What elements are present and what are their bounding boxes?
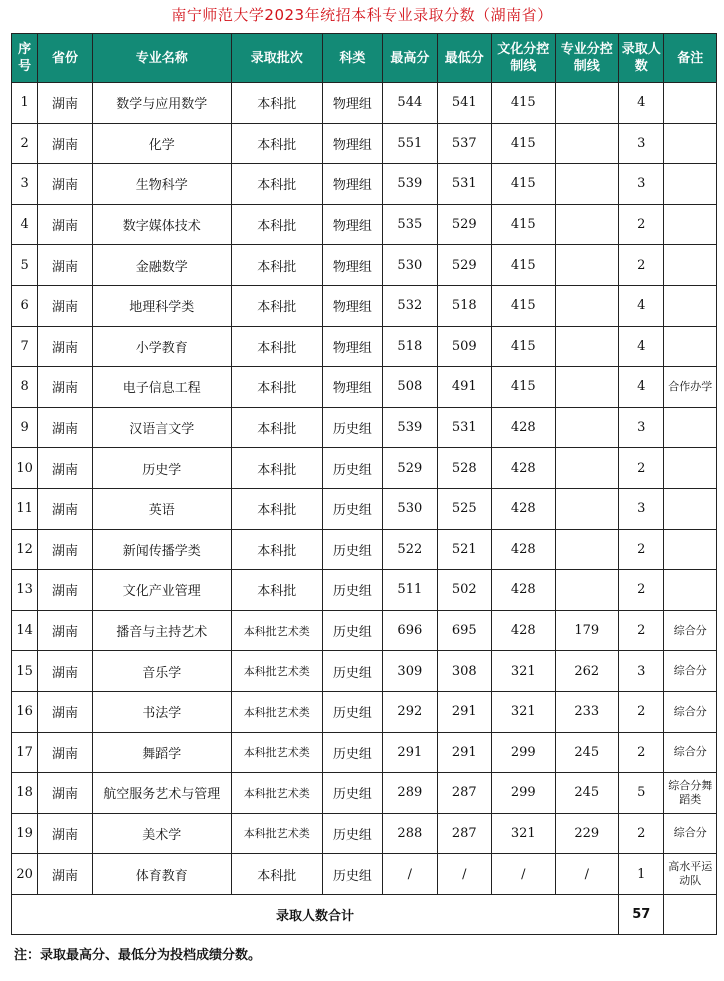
cell-max: 289 <box>383 773 437 814</box>
cell-major-line: 245 <box>555 732 619 773</box>
cell-culture-line: 428 <box>492 610 556 651</box>
cell-category: 历史组 <box>322 651 383 692</box>
cell-culture-line: / <box>492 854 556 895</box>
cell-major-line: / <box>555 854 619 895</box>
cell-batch: 本科批 <box>231 83 322 124</box>
cell-max: 551 <box>383 123 437 164</box>
cell-count: 3 <box>619 488 664 529</box>
cell-max: 539 <box>383 407 437 448</box>
cell-major-line: 262 <box>555 651 619 692</box>
cell-province: 湖南 <box>38 245 92 286</box>
cell-category: 历史组 <box>322 448 383 489</box>
cell-major: 数学与应用数学 <box>92 83 231 124</box>
cell-no: 7 <box>12 326 38 367</box>
cell-culture-line: 428 <box>492 529 556 570</box>
cell-culture-line: 415 <box>492 164 556 205</box>
cell-max: 539 <box>383 164 437 205</box>
cell-max: 529 <box>383 448 437 489</box>
cell-category: 历史组 <box>322 732 383 773</box>
table-row <box>12 610 717 651</box>
cell-min: 541 <box>437 83 491 124</box>
cell-max: / <box>383 854 437 895</box>
table-row <box>12 407 717 448</box>
cell-batch: 本科批 <box>231 488 322 529</box>
cell-major-line <box>555 204 619 245</box>
cell-min: 518 <box>437 285 491 326</box>
cell-count: 3 <box>619 407 664 448</box>
cell-culture-line: 299 <box>492 773 556 814</box>
cell-no: 18 <box>12 773 38 814</box>
cell-major: 书法学 <box>92 691 231 732</box>
cell-no: 9 <box>12 407 38 448</box>
cell-no: 10 <box>12 448 38 489</box>
cell-min: 287 <box>437 813 491 854</box>
cell-category: 物理组 <box>322 245 383 286</box>
cell-note: 综合分 <box>664 651 717 692</box>
cell-min: 291 <box>437 691 491 732</box>
cell-batch: 本科批 <box>231 407 322 448</box>
cell-max: 309 <box>383 651 437 692</box>
header-batch: 录取批次 <box>231 34 322 83</box>
cell-major-line: 179 <box>555 610 619 651</box>
cell-count: 3 <box>619 164 664 205</box>
cell-note <box>664 529 717 570</box>
cell-no: 4 <box>12 204 38 245</box>
cell-major: 航空服务艺术与管理 <box>92 773 231 814</box>
cell-count: 3 <box>619 651 664 692</box>
table-row <box>12 367 717 408</box>
cell-province: 湖南 <box>38 773 92 814</box>
cell-major: 舞蹈学 <box>92 732 231 773</box>
cell-category: 历史组 <box>322 773 383 814</box>
cell-batch: 本科批 <box>231 123 322 164</box>
cell-culture-line: 415 <box>492 326 556 367</box>
header-min: 最低分 <box>437 34 491 83</box>
cell-category: 物理组 <box>322 83 383 124</box>
cell-batch: 本科批艺术类 <box>231 651 322 692</box>
cell-culture-line: 415 <box>492 123 556 164</box>
cell-min: 531 <box>437 407 491 448</box>
cell-major: 金融数学 <box>92 245 231 286</box>
table-row <box>12 488 717 529</box>
cell-count: 4 <box>619 285 664 326</box>
cell-category: 物理组 <box>322 285 383 326</box>
admission-table <box>11 33 717 935</box>
cell-max: 518 <box>383 326 437 367</box>
cell-culture-line: 321 <box>492 691 556 732</box>
cell-no: 5 <box>12 245 38 286</box>
cell-category: 物理组 <box>322 367 383 408</box>
cell-min: 529 <box>437 204 491 245</box>
cell-province: 湖南 <box>38 367 92 408</box>
table-row <box>12 123 717 164</box>
table-row <box>12 773 717 814</box>
cell-culture-line: 428 <box>492 407 556 448</box>
cell-major-line <box>555 326 619 367</box>
cell-major-line: 229 <box>555 813 619 854</box>
cell-note <box>664 285 717 326</box>
cell-no: 19 <box>12 813 38 854</box>
table-row <box>12 204 717 245</box>
cell-major-line <box>555 123 619 164</box>
cell-major-line <box>555 285 619 326</box>
cell-province: 湖南 <box>38 123 92 164</box>
cell-min: 502 <box>437 570 491 611</box>
table-row <box>12 326 717 367</box>
cell-category: 物理组 <box>322 164 383 205</box>
cell-no: 17 <box>12 732 38 773</box>
cell-count: 2 <box>619 570 664 611</box>
table-row <box>12 691 717 732</box>
cell-province: 湖南 <box>38 610 92 651</box>
cell-batch: 本科批 <box>231 285 322 326</box>
cell-batch: 本科批艺术类 <box>231 773 322 814</box>
cell-major-line <box>555 407 619 448</box>
cell-no: 1 <box>12 83 38 124</box>
cell-major: 音乐学 <box>92 651 231 692</box>
cell-batch: 本科批 <box>231 367 322 408</box>
cell-batch: 本科批艺术类 <box>231 610 322 651</box>
cell-max: 535 <box>383 204 437 245</box>
cell-min: / <box>437 854 491 895</box>
cell-note <box>664 83 717 124</box>
table-row <box>12 813 717 854</box>
cell-province: 湖南 <box>38 83 92 124</box>
cell-count: 4 <box>619 83 664 124</box>
header-major: 专业名称 <box>92 34 231 83</box>
cell-count: 1 <box>619 854 664 895</box>
cell-count: 4 <box>619 367 664 408</box>
cell-max: 544 <box>383 83 437 124</box>
header-max: 最高分 <box>383 34 437 83</box>
cell-batch: 本科批 <box>231 854 322 895</box>
cell-province: 湖南 <box>38 204 92 245</box>
header-major-line: 专业分控制线 <box>555 34 619 83</box>
header-count: 录取人数 <box>619 34 664 83</box>
cell-major: 体育教育 <box>92 854 231 895</box>
cell-province: 湖南 <box>38 813 92 854</box>
cell-batch: 本科批艺术类 <box>231 813 322 854</box>
cell-note <box>664 488 717 529</box>
cell-min: 695 <box>437 610 491 651</box>
cell-batch: 本科批 <box>231 164 322 205</box>
cell-min: 291 <box>437 732 491 773</box>
cell-culture-line: 428 <box>492 488 556 529</box>
cell-no: 8 <box>12 367 38 408</box>
cell-culture-line: 415 <box>492 367 556 408</box>
cell-major: 美术学 <box>92 813 231 854</box>
cell-category: 历史组 <box>322 488 383 529</box>
cell-culture-line: 415 <box>492 204 556 245</box>
cell-major: 生物科学 <box>92 164 231 205</box>
cell-min: 537 <box>437 123 491 164</box>
cell-note: 综合分 <box>664 691 717 732</box>
header-category: 科类 <box>322 34 383 83</box>
cell-note <box>664 570 717 611</box>
cell-batch: 本科批 <box>231 245 322 286</box>
cell-culture-line: 299 <box>492 732 556 773</box>
cell-min: 491 <box>437 367 491 408</box>
cell-no: 14 <box>12 610 38 651</box>
cell-note <box>664 123 717 164</box>
header-province: 省份 <box>38 34 92 83</box>
cell-max: 508 <box>383 367 437 408</box>
cell-count: 3 <box>619 123 664 164</box>
cell-province: 湖南 <box>38 164 92 205</box>
table-row <box>12 448 717 489</box>
cell-no: 12 <box>12 529 38 570</box>
page-title: 南宁师范大学2023年统招本科专业录取分数（湖南省） <box>171 6 553 24</box>
cell-major-line <box>555 570 619 611</box>
header-no: 序号 <box>12 34 38 83</box>
cell-province: 湖南 <box>38 570 92 611</box>
cell-major: 历史学 <box>92 448 231 489</box>
cell-province: 湖南 <box>38 326 92 367</box>
cell-note <box>664 245 717 286</box>
cell-batch: 本科批 <box>231 448 322 489</box>
cell-min: 525 <box>437 488 491 529</box>
cell-culture-line: 415 <box>492 245 556 286</box>
table-row <box>12 285 717 326</box>
cell-max: 532 <box>383 285 437 326</box>
cell-province: 湖南 <box>38 732 92 773</box>
table-row <box>12 245 717 286</box>
cell-count: 2 <box>619 529 664 570</box>
cell-culture-line: 428 <box>492 448 556 489</box>
cell-category: 物理组 <box>322 123 383 164</box>
cell-no: 20 <box>12 854 38 895</box>
cell-culture-line: 415 <box>492 285 556 326</box>
cell-culture-line: 415 <box>492 83 556 124</box>
cell-province: 湖南 <box>38 285 92 326</box>
footnote: 注：录取最高分、最低分为投档成绩分数。 <box>14 948 262 963</box>
cell-category: 物理组 <box>322 326 383 367</box>
cell-max: 696 <box>383 610 437 651</box>
cell-no: 15 <box>12 651 38 692</box>
cell-note <box>664 164 717 205</box>
cell-count: 2 <box>619 732 664 773</box>
cell-culture-line: 321 <box>492 651 556 692</box>
cell-major-line: 245 <box>555 773 619 814</box>
table-row <box>12 732 717 773</box>
cell-category: 历史组 <box>322 691 383 732</box>
header-culture-line: 文化分控制线 <box>492 34 556 83</box>
cell-batch: 本科批艺术类 <box>231 732 322 773</box>
cell-batch: 本科批 <box>231 204 322 245</box>
cell-note <box>664 407 717 448</box>
cell-min: 528 <box>437 448 491 489</box>
cell-major: 文化产业管理 <box>92 570 231 611</box>
cell-major: 英语 <box>92 488 231 529</box>
cell-max: 292 <box>383 691 437 732</box>
cell-province: 湖南 <box>38 691 92 732</box>
cell-major-line <box>555 83 619 124</box>
cell-count: 5 <box>619 773 664 814</box>
cell-category: 历史组 <box>322 570 383 611</box>
header-note: 备注 <box>664 34 717 83</box>
cell-category: 物理组 <box>322 204 383 245</box>
cell-max: 511 <box>383 570 437 611</box>
cell-major: 汉语言文学 <box>92 407 231 448</box>
cell-batch: 本科批 <box>231 570 322 611</box>
total-value: 57 <box>619 894 664 934</box>
cell-culture-line: 428 <box>492 570 556 611</box>
cell-no: 2 <box>12 123 38 164</box>
cell-category: 历史组 <box>322 610 383 651</box>
cell-note: 综合分 <box>664 610 717 651</box>
cell-major: 数字媒体技术 <box>92 204 231 245</box>
table-row <box>12 570 717 611</box>
total-row <box>12 894 717 934</box>
cell-major: 化学 <box>92 123 231 164</box>
cell-batch: 本科批 <box>231 529 322 570</box>
total-label: 录取人数合计 <box>12 894 619 934</box>
cell-min: 287 <box>437 773 491 814</box>
cell-max: 288 <box>383 813 437 854</box>
cell-max: 291 <box>383 732 437 773</box>
cell-note <box>664 326 717 367</box>
cell-note: 合作办学 <box>664 367 717 408</box>
cell-count: 4 <box>619 326 664 367</box>
cell-major: 小学教育 <box>92 326 231 367</box>
cell-count: 2 <box>619 204 664 245</box>
cell-min: 521 <box>437 529 491 570</box>
cell-count: 2 <box>619 610 664 651</box>
cell-no: 13 <box>12 570 38 611</box>
table-row <box>12 651 717 692</box>
cell-max: 522 <box>383 529 437 570</box>
table-header-row <box>12 34 717 83</box>
cell-province: 湖南 <box>38 407 92 448</box>
cell-min: 531 <box>437 164 491 205</box>
cell-major-line <box>555 164 619 205</box>
cell-no: 3 <box>12 164 38 205</box>
cell-note: 综合分舞蹈类 <box>664 773 717 814</box>
table-row <box>12 529 717 570</box>
cell-major-line <box>555 488 619 529</box>
cell-count: 2 <box>619 245 664 286</box>
cell-category: 历史组 <box>322 529 383 570</box>
cell-min: 308 <box>437 651 491 692</box>
cell-major: 电子信息工程 <box>92 367 231 408</box>
total-note <box>664 894 717 934</box>
cell-major: 播音与主持艺术 <box>92 610 231 651</box>
cell-no: 11 <box>12 488 38 529</box>
cell-province: 湖南 <box>38 529 92 570</box>
cell-count: 2 <box>619 448 664 489</box>
table-row <box>12 164 717 205</box>
cell-major-line <box>555 245 619 286</box>
cell-note <box>664 204 717 245</box>
cell-category: 历史组 <box>322 813 383 854</box>
cell-major-line <box>555 529 619 570</box>
cell-major-line <box>555 367 619 408</box>
cell-max: 530 <box>383 488 437 529</box>
cell-min: 529 <box>437 245 491 286</box>
cell-note: 综合分 <box>664 813 717 854</box>
cell-no: 6 <box>12 285 38 326</box>
cell-count: 2 <box>619 691 664 732</box>
cell-batch: 本科批 <box>231 326 322 367</box>
cell-category: 历史组 <box>322 407 383 448</box>
table-row <box>12 83 717 124</box>
cell-province: 湖南 <box>38 651 92 692</box>
cell-note <box>664 448 717 489</box>
cell-province: 湖南 <box>38 448 92 489</box>
cell-max: 530 <box>383 245 437 286</box>
cell-note: 高水平运动队 <box>664 854 717 895</box>
cell-major-line: 233 <box>555 691 619 732</box>
cell-batch: 本科批艺术类 <box>231 691 322 732</box>
cell-category: 历史组 <box>322 854 383 895</box>
cell-no: 16 <box>12 691 38 732</box>
cell-count: 2 <box>619 813 664 854</box>
cell-culture-line: 321 <box>492 813 556 854</box>
table-row <box>12 854 717 895</box>
cell-note: 综合分 <box>664 732 717 773</box>
cell-major-line <box>555 448 619 489</box>
cell-min: 509 <box>437 326 491 367</box>
cell-province: 湖南 <box>38 854 92 895</box>
cell-province: 湖南 <box>38 488 92 529</box>
cell-major: 地理科学类 <box>92 285 231 326</box>
cell-major: 新闻传播学类 <box>92 529 231 570</box>
